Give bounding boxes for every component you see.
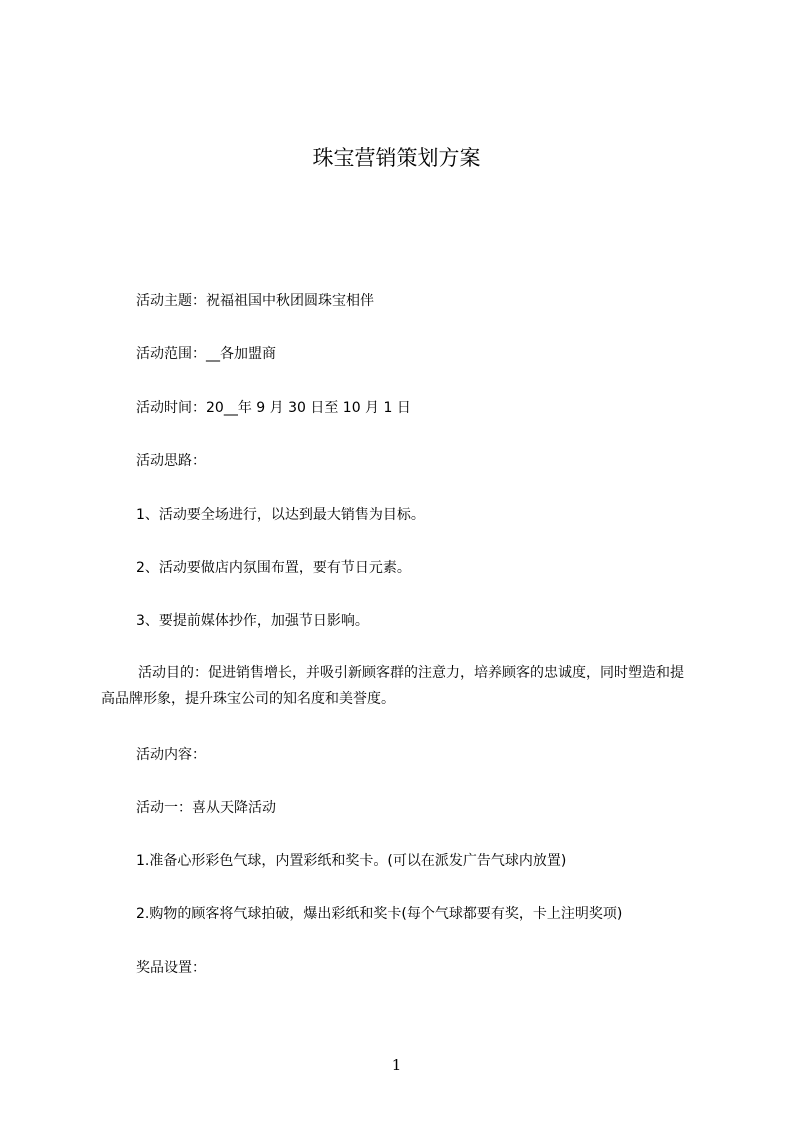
activity-content-heading: 活动内容： [136,747,206,763]
activity-approach-heading: 活动思路： [136,453,206,469]
approach-item-3: 3、要提前媒体抄作，加强节日影响。 [136,613,369,629]
prize-settings-heading: 奖品设置： [136,960,206,976]
approach-item-1: 1、活动要全场进行，以达到最大销售为目标。 [136,507,425,523]
document-title: 珠宝营销策划方案 [312,146,481,170]
page-number: 1 [391,1056,402,1074]
activity-one-step-2: 2.购物的顾客将气球拍破，爆出彩纸和奖卡(每个气球都要有奖，卡上注明奖项) [136,906,623,922]
activity-one-heading: 活动一：喜从天降活动 [136,800,276,816]
activity-theme-line: 活动主题：祝福祖国中秋团圆珠宝相伴 [136,293,374,309]
activity-scope-line: 活动范围：__各加盟商 [136,346,276,362]
activity-purpose-paragraph: 活动目的：促进销售增长，并吸引新顾客群的注意力，培养顾客的忠诚度，同时塑造和提高品牌形象，提升珠宝公司的知名度和美誉度。 [101,665,684,707]
activity-one-step-1: 1.准备心形彩色气球，内置彩纸和奖卡。(可以在派发广告气球内放置) [136,853,567,869]
approach-item-2: 2、活动要做店内氛围布置，要有节日元素。 [136,560,411,576]
activity-time-line: 活动时间：20__年 9 月 30 日至 10 月 1 日 [136,400,411,416]
